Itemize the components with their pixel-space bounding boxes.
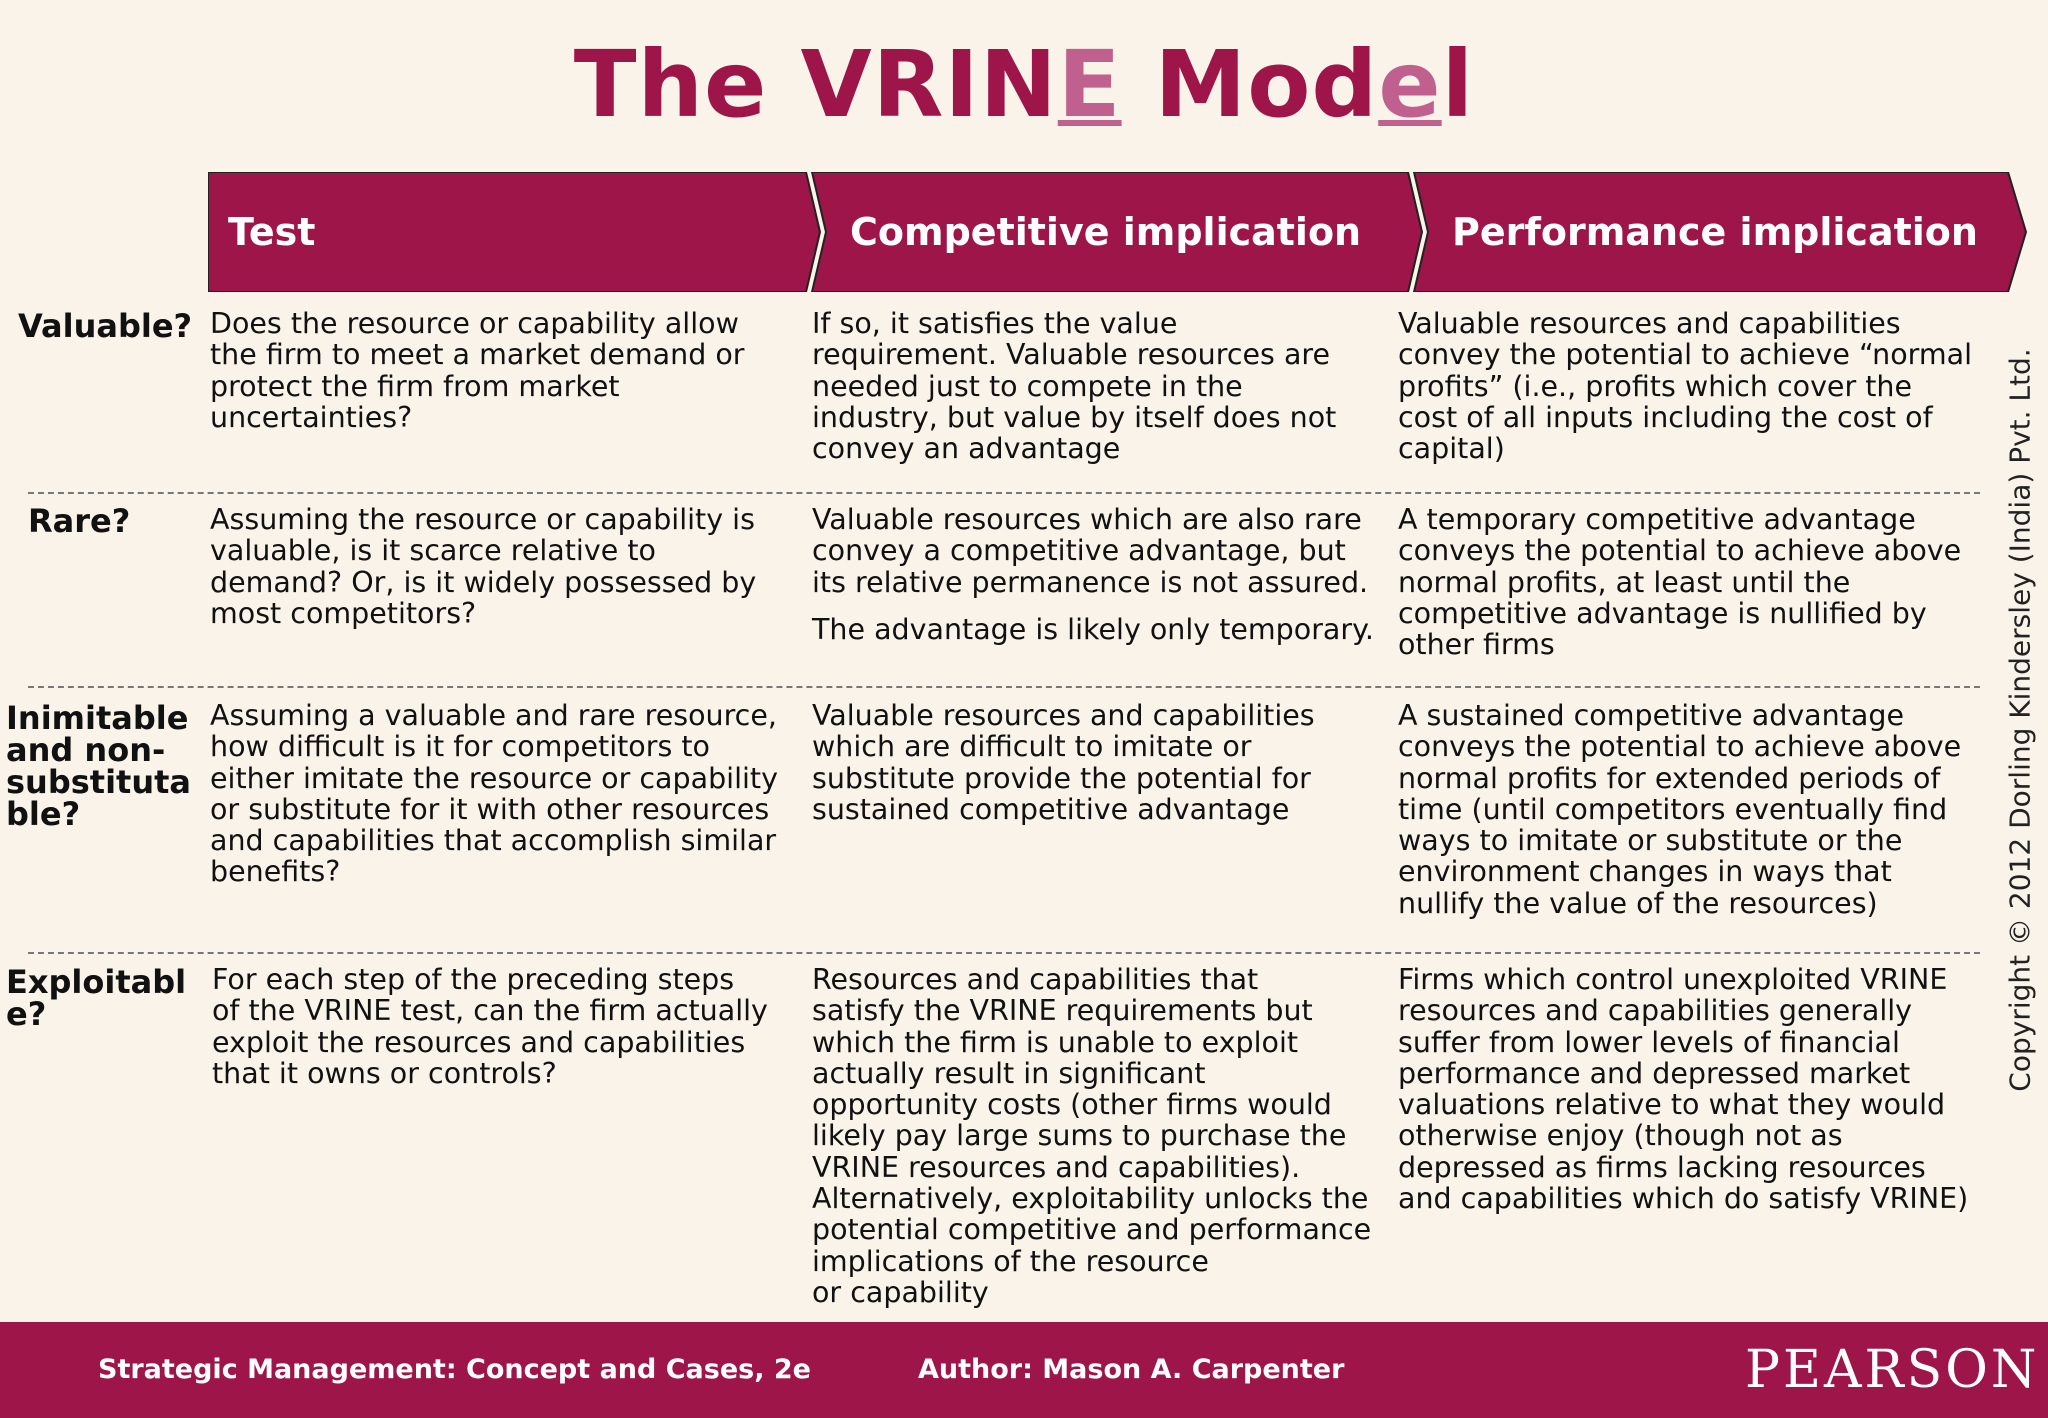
- cell-exploitable-performance: Firms which control unexploited VRINE resources and capabilities generally suffer from lower levels of financial performance and depressed market valuations relative to what they would otherwise enjoy (though not as depressed as firms lacking resources and capabilities which do satisfy VRINE): [1398, 963, 1969, 1216]
- row-label-inimitable: Inimitable and non- substituta ble?: [6, 699, 192, 833]
- cell-exploitable-competitive: Resources and capabilities that satisfy the VRINE requirements but which the firm is unable to exploit actually result in significant opportunity costs (other firms would likely pay large sums to purchase the VRINE resources and capabilities). Alternatively, exploitability unlocks the potential competitive and performance implications of the resource or capability: [812, 963, 1372, 1309]
- row-divider: [28, 952, 1980, 954]
- title-letter-e: E: [1057, 31, 1122, 138]
- title-text-1: The VRIN: [573, 31, 1058, 138]
- title-text-3: l: [1441, 31, 1475, 138]
- row-divider: [28, 492, 1980, 494]
- cell-valuable-test: Does the resource or capability allow the firm to meet a market demand or protect the firm from market uncertainties?: [210, 307, 745, 434]
- cell-inimitable-test: Assuming a valuable and rare resource, how difficult is it for competitors to either imitate the resource or capability or substitute for it with other resources and capabilities that accomplish similar benefits?: [210, 699, 778, 889]
- copyright-notice: Copyright © 2012 Dorling Kindersley (India) Pvt. Ltd.: [2003, 348, 2037, 1092]
- cell-rare-competitive: Valuable resources which are also rare convey a competitive advantage, but its relative permanence is not assured.: [812, 503, 1369, 599]
- header-competitive: [814, 172, 1414, 292]
- row-label-valuable: Valuable?: [18, 307, 193, 345]
- cell-rare-competitive-note: The advantage is likely only temporary.: [812, 613, 1374, 646]
- footer-book-title: Strategic Management: Concept and Cases, 2e: [98, 1354, 811, 1385]
- title-letter-e-2: e: [1378, 31, 1442, 138]
- cell-rare-performance: A temporary competitive advantage conveys the potential to achieve above normal profits, at least until the competitive advantage is nullified by other firms: [1398, 503, 1962, 662]
- header-competitive-label: Competitive implication: [850, 210, 1362, 254]
- row-label-exploitable: Exploitabl e?: [6, 963, 187, 1033]
- cell-inimitable-competitive: Valuable resources and capabilities which are difficult to imitate or substitute provide the potential for sustained competitive advantage: [812, 699, 1315, 826]
- slide-title: [0, 30, 2048, 140]
- row-label-rare: Rare?: [28, 502, 131, 540]
- cell-valuable-performance: Valuable resources and capabilities convey the potential to achieve “normal profits” (i.e., profits which cover the cost of all inputs including the cost of capital): [1398, 307, 1973, 466]
- header-performance: [1416, 172, 2016, 292]
- cell-inimitable-performance: A sustained competitive advantage conveys the potential to achieve above normal profits for extended periods of time (until competitors eventually find ways to imitate or substitute or the environment changes in ways that nullify the value of the resources): [1398, 699, 1962, 920]
- cell-rare-test: Assuming the resource or capability is valuable, is it scarce relative to demand? Or, is it widely possessed by most competitors?: [210, 503, 757, 630]
- header-chevrons: [208, 172, 2028, 292]
- header-performance-label: Performance implication: [1452, 210, 1978, 254]
- footer-bar: [0, 1322, 2048, 1418]
- pearson-logo: PEARSON: [1745, 1340, 2040, 1400]
- title-text-2: Mod: [1121, 31, 1379, 138]
- cell-exploitable-test: For each step of the preceding steps of the VRINE test, can the firm actually exploit the resources and capabilities that it owns or controls?: [212, 963, 768, 1090]
- cell-valuable-competitive: If so, it satisfies the value requirement. Valuable resources are needed just to compete in the industry, but value by itself does not convey an advantage: [812, 307, 1337, 466]
- header-test-label: Test: [228, 210, 316, 254]
- header-test: [208, 172, 808, 292]
- footer-author: Author: Mason A. Carpenter: [918, 1354, 1345, 1385]
- row-divider: [28, 686, 1980, 688]
